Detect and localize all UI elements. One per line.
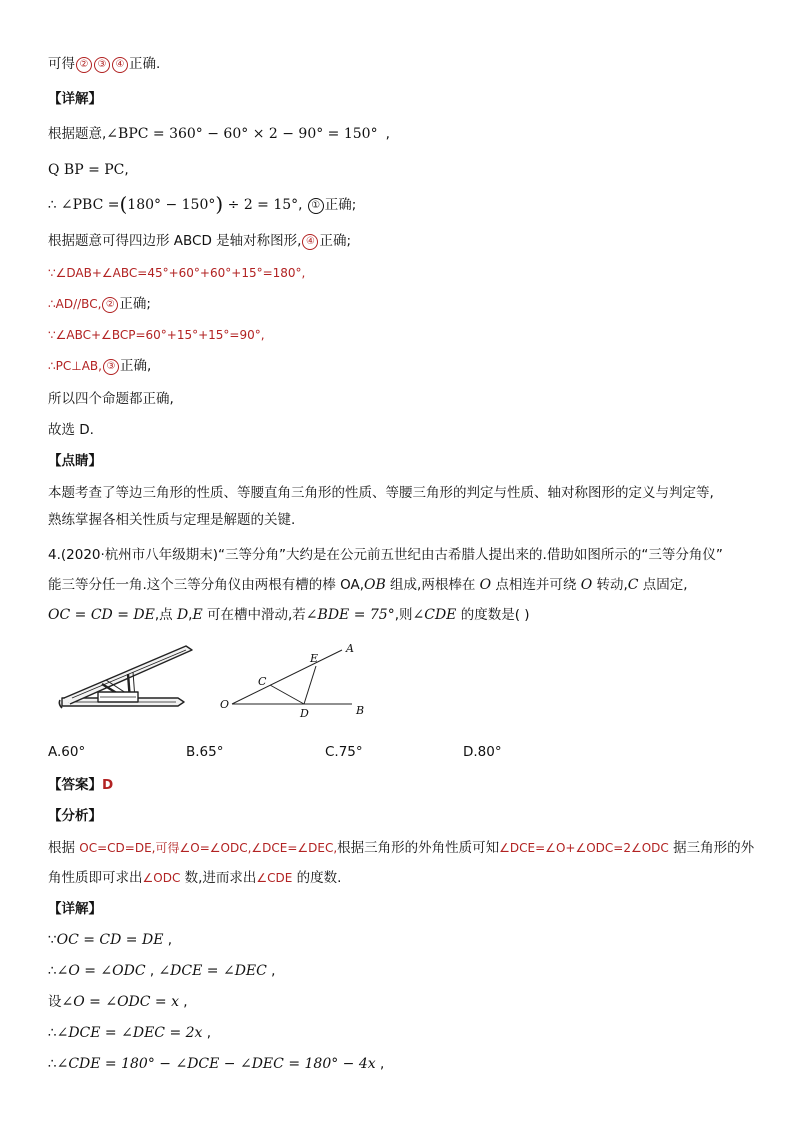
solution-line-abc-bcp: ∵∠ABC+∠BCP=60°+15°+15°=90°, bbox=[48, 328, 265, 342]
point-b-label: B bbox=[356, 704, 365, 717]
remark-line-2: 熟练掌握各相关性质与定理是解题的关键. bbox=[48, 512, 296, 528]
solution-line-ad-bc: ∴AD//BC, ② 正确; bbox=[48, 296, 151, 312]
detail-line-5: ∴∠CDE = 180° − ∠DCE − ∠DEC = 180° − 4x , bbox=[48, 1056, 385, 1072]
solution-line-pbc: ∴ ∠PBC =(180° − 150°) ÷ 2 = 15°, ① 正确; bbox=[48, 192, 357, 216]
option-c: C.75° bbox=[325, 744, 363, 760]
option-a: A.60° bbox=[48, 744, 86, 760]
option-b: B.65° bbox=[186, 744, 224, 760]
question-4-line-3: OC = CD = DE,点 D,E 可在槽中滑动,若∠BDE = 75°,则∠CDE 的度数是( ) bbox=[48, 607, 530, 623]
circled-three: ③ bbox=[94, 57, 110, 73]
point-e-label: E bbox=[310, 652, 319, 665]
analysis-line-1: 根据 OC=CD=DE,可得∠O=∠ODC,∠DCE=∠DEC,根据三角形的外角性质可知∠DCE=∠O+∠ODC=2∠ODC 据三角形的外 bbox=[48, 840, 755, 856]
angle-diagram bbox=[218, 640, 378, 722]
answer-value: D bbox=[102, 777, 114, 793]
detail-line-4: ∴∠DCE = ∠DEC = 2x , bbox=[48, 1025, 212, 1041]
point-a-label: A bbox=[346, 642, 354, 655]
point-d-label: D bbox=[300, 707, 309, 720]
point-o-label: O bbox=[220, 698, 230, 711]
answer-line: 【答案】D bbox=[48, 777, 114, 793]
segment-cd bbox=[270, 685, 304, 704]
detail-line-1: ∵OC = CD = DE , bbox=[48, 932, 173, 948]
solution-line-symmetric: 根据题意可得四边形 ABCD 是轴对称图形, ④ 正确; bbox=[48, 233, 352, 249]
solution-line-choose: 故选 D. bbox=[48, 422, 94, 438]
section-heading-remark: 【点睛】 bbox=[48, 453, 102, 469]
detail-line-3: 设∠O = ∠ODC = x , bbox=[48, 994, 188, 1010]
option-d: D.80° bbox=[463, 744, 502, 760]
question-4-line-2: 能三等分任一角.这个三等分角仪由两根有槽的棒 OA,OB 组成,两根棒在 O 点相连并可绕 O 转动,C 点固定, bbox=[48, 577, 688, 593]
segment-de bbox=[304, 666, 316, 704]
solution-line-bp-pc: Q BP = PC, bbox=[48, 162, 129, 178]
solution-line-dab-abc: ∵∠DAB+∠ABC=45°+60°+60°+15°=180°, bbox=[48, 266, 306, 280]
section-heading-analysis: 【分析】 bbox=[48, 808, 102, 824]
circled-four: ④ bbox=[302, 234, 318, 250]
analysis-line-2: 角性质即可求出∠ODC 数,进而求出∠CDE 的度数. bbox=[48, 870, 342, 886]
solution-line-all-correct: 所以四个命题都正确, bbox=[48, 391, 174, 407]
section-heading-detail: 【详解】 bbox=[48, 91, 102, 107]
circled-four: ④ bbox=[112, 57, 128, 73]
trisector-instrument-image bbox=[58, 640, 198, 712]
circled-two: ② bbox=[76, 57, 92, 73]
point-c-label: C bbox=[258, 675, 267, 688]
section-heading-detail-2: 【详解】 bbox=[48, 901, 102, 917]
detail-line-2: ∴∠O = ∠ODC , ∠DCE = ∠DEC , bbox=[48, 963, 276, 979]
solution-line-pc-ab: ∴PC⊥AB, ③ 正确, bbox=[48, 358, 152, 374]
conclusion-line: 可得 ② ③ ④ 正确. bbox=[48, 56, 161, 72]
circled-two: ② bbox=[102, 297, 118, 313]
circled-three: ③ bbox=[103, 359, 119, 375]
circled-one: ① bbox=[308, 198, 324, 214]
solution-line-bpc: 根据题意,∠BPC = 360° − 60° × 2 − 90° = 150° , bbox=[48, 126, 390, 142]
remark-line-1: 本题考查了等边三角形的性质、等腰直角三角形的性质、等腰三角形的判定与性质、轴对称图形的定义与判定等, bbox=[48, 485, 714, 501]
question-4-line-1: 4.(2020·杭州市八年级期末)“三等分角”大约是在公元前五世纪由古希腊人提出来的.借助如图所示的“三等分角仪” bbox=[48, 547, 723, 563]
ray-oa bbox=[232, 650, 342, 704]
